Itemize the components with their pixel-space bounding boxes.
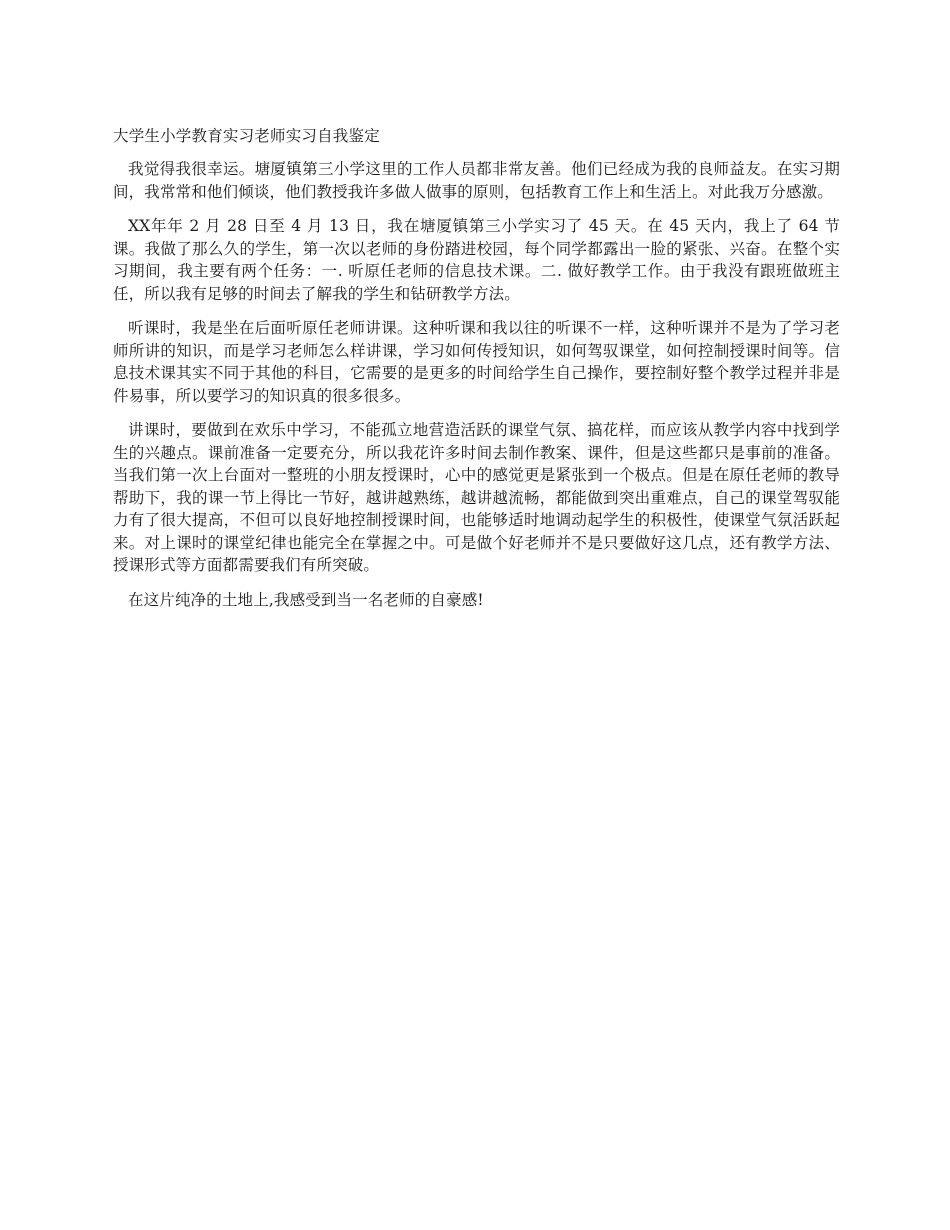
- paragraph-internship-overview: XX年年 2 月 28 日至 4 月 13 日，我在塘厦镇第三小学实习了 45 天。在 45 天内，我上了 64 节课。我做了那么久的学生，第一次以老师的身份踏进校园，每个同学都露出一脸的紧张、兴奋。在整个实习期间，我主要有两个任务：一. 听原任老师的信息技术课。二. 做好教学工作。由于我没有跟班做班主任，所以我有足够的时间去了解我的学生和钻研教学方法。: [113, 217, 840, 303]
- document-title: 大学生小学教育实习老师实习自我鉴定: [113, 127, 380, 145]
- paragraph-teaching-classes: 讲课时，要做到在欢乐中学习，不能孤立地营造活跃的课堂气氛、搞花样，而应该从教学内容中找到学生的兴趣点。课前准备一定要充分，所以我花许多时间去制作教案、课件，但是这些都只是事前的准备。当我们第一次上台面对一整班的小朋友授课时，心中的感觉更是紧张到一个极点。但是在原任老师的教导帮助下，我的课一节上得比一节好，越讲越熟练，越讲越流畅，都能做到突出重难点，自己的课堂驾驭能力有了很大提高，不但可以良好地控制授课时间，也能够适时地调动起学生的积极性，使课堂气氛活跃起来。对上课时的课堂纪律也能完全在掌握之中。可是做个好老师并不是只要做好这几点，还有教学方法、授课形式等方面都需要我们有所突破。: [113, 421, 840, 574]
- paragraph-observing-classes: 听课时，我是坐在后面听原任老师讲课。这种听课和我以往的听课不一样，这种听课并不是为了学习老师所讲的知识，而是学习老师怎么样讲课，学习如何传授知识，如何驾驭课堂，如何控制授课时间等。信息技术课其实不同于其他的科目，它需要的是更多的时间给学生自己操作，要控制好整个教学过程并非是件易事，所以要学习的知识真的很多很多。: [113, 319, 840, 405]
- paragraph-gratitude: 我觉得我很幸运。塘厦镇第三小学这里的工作人员都非常友善。他们已经成为我的良师益友。在实习期间，我常常和他们倾谈，他们教授我许多做人做事的原则，包括教育工作上和生活上。对此我万分感激。: [113, 160, 840, 201]
- document-page: [113, 124, 840, 623]
- paragraph-conclusion: 在这片纯净的土地上,我感受到当一名老师的自豪感!: [128, 590, 484, 609]
